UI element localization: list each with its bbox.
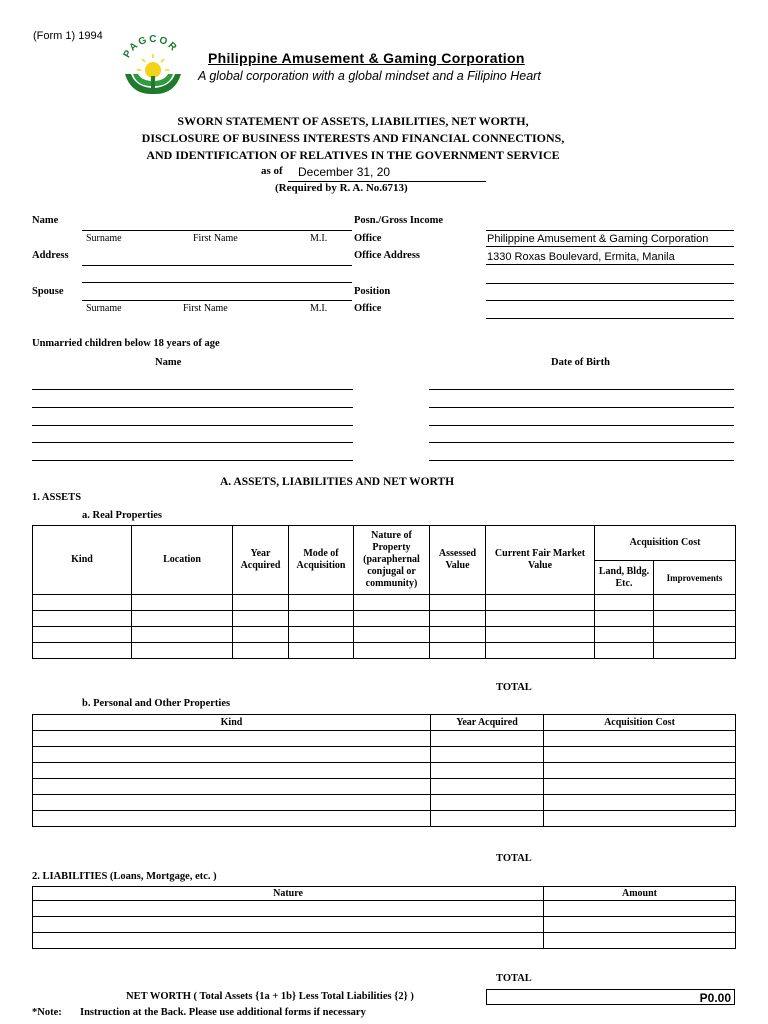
assets-heading: 1. ASSETS <box>32 492 82 503</box>
col-nature-of-property: Nature of Property (paraphernal conjugal or community) <box>354 526 430 595</box>
mi-caption: M.I. <box>310 233 328 244</box>
table-row[interactable] <box>33 643 736 659</box>
position-label: Position <box>354 286 391 297</box>
col-improvements: Improvements <box>654 561 736 595</box>
posn-input[interactable] <box>486 216 734 231</box>
required-by: (Required by R. A. No.6713) <box>275 182 408 194</box>
children-dob-col: Date of Birth <box>551 357 610 368</box>
title-line-1: SWORN STATEMENT OF ASSETS, LIABILITIES, NET WORTH, <box>177 114 529 128</box>
personal-properties-heading: b. Personal and Other Properties <box>82 698 231 709</box>
col-liability-amount: Amount <box>544 887 736 901</box>
table-row[interactable] <box>33 811 736 827</box>
office2-label: Office <box>354 303 382 314</box>
name-input[interactable] <box>82 216 352 231</box>
col-land-bldg: Land, Bldg. Etc. <box>595 561 654 595</box>
title-line-3: AND IDENTIFICATION OF RELATIVES IN THE GOVERNMENT SERVICE <box>146 148 560 162</box>
table-row[interactable] <box>33 917 736 933</box>
surname-caption: Surname <box>86 233 122 244</box>
table-row[interactable] <box>33 763 736 779</box>
child-dob-input[interactable] <box>429 446 734 461</box>
col-mode-of-acquisition: Mode of Acquisition <box>289 526 354 595</box>
office2-input[interactable] <box>486 304 734 319</box>
child-name-input[interactable] <box>32 411 353 426</box>
address-input[interactable] <box>82 251 352 266</box>
form-id: (Form 1) 1994 <box>33 30 103 42</box>
table-row[interactable] <box>33 611 736 627</box>
position-input-2[interactable] <box>486 286 734 301</box>
org-name: Philippine Amusement & Gaming Corporation <box>208 50 525 66</box>
liabilities-heading: 2. LIABILITIES (Loans, Mortgage, etc. ) <box>32 871 217 882</box>
net-worth-label: NET WORTH ( Total Assets {1a + 1b} Less Total Liabilities {2} ) <box>126 991 414 1002</box>
child-dob-input[interactable] <box>429 393 734 408</box>
address-label: Address <box>32 250 69 261</box>
office-label: Office <box>354 233 382 244</box>
table-row[interactable] <box>33 627 736 643</box>
col-year-acquired: Year Acquired <box>233 526 289 595</box>
real-total-label: TOTAL <box>496 682 532 693</box>
office-address-input[interactable] <box>486 250 734 265</box>
table-row[interactable] <box>33 795 736 811</box>
child-name-input[interactable] <box>32 375 353 390</box>
col-assessed-value: Assessed Value <box>430 526 486 595</box>
col-personal-acq-cost: Acquisition Cost <box>544 715 736 731</box>
svg-text:PAGCOR: PAGCOR <box>121 34 180 60</box>
col-personal-kind: Kind <box>33 715 431 731</box>
liabilities-total-label: TOTAL <box>496 973 532 984</box>
name-label: Name <box>32 215 59 226</box>
spouse-input[interactable] <box>82 286 352 301</box>
table-row[interactable] <box>33 933 736 949</box>
real-properties-table <box>32 525 736 659</box>
posn-label: Posn./Gross Income <box>354 215 444 226</box>
as-of-label: as of <box>261 165 283 177</box>
personal-properties-table <box>32 714 736 827</box>
office-value: Philippine Amusement & Gaming Corporation <box>487 233 709 245</box>
first-name-caption: First Name <box>193 233 238 244</box>
child-name-input[interactable] <box>32 393 353 408</box>
col-personal-year: Year Acquired <box>431 715 544 731</box>
position-input[interactable] <box>486 269 734 284</box>
spouse-first-name-caption: First Name <box>183 303 228 314</box>
title-line-2: DISCLOSURE OF BUSINESS INTERESTS AND FINANCIAL CONNECTIONS, <box>141 131 565 145</box>
child-dob-input[interactable] <box>429 411 734 426</box>
col-acquisition-cost: Acquisition Cost <box>595 526 736 561</box>
office-input[interactable] <box>486 232 734 247</box>
office-address-value: 1330 Roxas Boulevard, Ermita, Manila <box>487 251 675 263</box>
org-tagline: A global corporation with a global mindset and a Filipino Heart <box>198 69 541 83</box>
table-row[interactable] <box>33 731 736 747</box>
real-properties-heading: a. Real Properties <box>82 510 162 521</box>
col-fair-market-value: Current Fair Market Value <box>486 526 595 595</box>
address-input-2[interactable] <box>82 268 352 283</box>
net-worth-value[interactable]: P0.00 <box>486 989 735 1005</box>
table-row[interactable] <box>33 595 736 611</box>
note-label: *Note: <box>32 1007 62 1018</box>
spouse-label: Spouse <box>32 286 64 297</box>
col-location: Location <box>132 526 233 595</box>
personal-total-label: TOTAL <box>496 853 532 864</box>
as-of-value: December 31, 20 <box>298 165 391 179</box>
child-name-input[interactable] <box>32 428 353 443</box>
table-row[interactable] <box>33 779 736 795</box>
spouse-surname-caption: Surname <box>86 303 122 314</box>
section-a-heading: A. ASSETS, LIABILITIES AND NET WORTH <box>220 476 455 488</box>
children-name-col: Name <box>155 357 182 368</box>
table-row[interactable] <box>33 747 736 763</box>
col-kind: Kind <box>33 526 132 595</box>
note-text: Instruction at the Back. Please use additional forms if necessary <box>80 1007 366 1018</box>
table-row[interactable] <box>33 901 736 917</box>
child-dob-input[interactable] <box>429 428 734 443</box>
spouse-mi-caption: M.I. <box>310 303 328 314</box>
liabilities-table <box>32 886 736 949</box>
child-dob-input[interactable] <box>429 375 734 390</box>
col-liability-nature: Nature <box>33 887 544 901</box>
as-of-field[interactable] <box>288 165 486 182</box>
pagcor-logo <box>117 34 189 98</box>
child-name-input[interactable] <box>32 446 353 461</box>
office-address-label: Office Address <box>354 250 421 261</box>
children-heading: Unmarried children below 18 years of age <box>32 338 220 349</box>
form-title <box>0 113 706 164</box>
